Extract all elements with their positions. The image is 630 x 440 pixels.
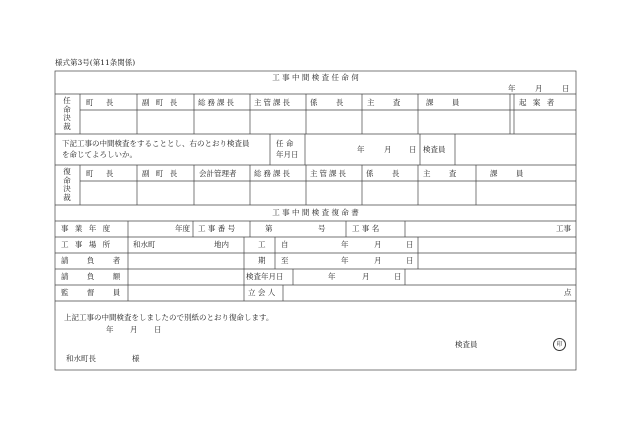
approver-head: 総務課長 [198, 98, 236, 107]
report-day: 日 [154, 325, 162, 334]
period-to-month: 月 [374, 256, 382, 265]
return-inspector-label: 検査員 [455, 340, 478, 349]
supervisor-label: 監 督 員 [61, 288, 129, 297]
contractor-label: 請 負 者 [61, 256, 129, 265]
work-name-suffix: 工事 [556, 224, 571, 233]
honorific: 様 [132, 354, 140, 363]
request-title: 工 事 中 間 検 査 任 命 伺 [272, 73, 359, 82]
approver-head: 主管課長 [254, 98, 292, 107]
approver-head: 主 査 [367, 98, 409, 107]
fiscal-year-suffix: 年度 [175, 224, 190, 233]
report-year: 年 [106, 325, 114, 334]
period-from-year: 年 [341, 240, 349, 249]
request-date-month: 月 [535, 84, 543, 93]
approver-head: 課 員 [490, 169, 532, 178]
period-label: 工 [258, 240, 266, 249]
approver-head: 会計管理者 [199, 169, 237, 178]
approver-head: 主 査 [423, 169, 465, 178]
contract-amount-label: 請 負 額 [61, 272, 129, 281]
approver-head: 課 員 [426, 98, 468, 107]
work-no-label: 工 事 番 号 [198, 224, 236, 233]
approver-head: 係 長 [310, 98, 352, 107]
request-date-year: 年 [508, 84, 516, 93]
inspection-day: 日 [394, 272, 402, 281]
site-label: 工 事 場 所 [61, 240, 113, 249]
form-number: 様式第3号(第11条関係) [55, 58, 136, 67]
appoint-date-label: 任 命 [276, 139, 294, 148]
inspection-month: 月 [362, 272, 370, 281]
site-suffix: 地内 [214, 240, 229, 249]
appoint-day: 日 [409, 145, 417, 154]
period-to-year: 年 [341, 256, 349, 265]
addressee: 和水町長 [66, 354, 96, 363]
seal-icon: 印 [553, 338, 566, 351]
report-text: 上記工事の中間検査をしましたので別紙のとおり復命します。 [64, 313, 274, 322]
period-to: 至 [281, 256, 289, 265]
period-label: 期 [258, 256, 266, 265]
approver-head: 総務課長 [254, 169, 292, 178]
request-date-day: 日 [562, 84, 570, 93]
return-title: 工 事 中 間 検 査 復 命 書 [272, 208, 359, 217]
return-approval-label: 復命決裁 [63, 167, 71, 202]
approver-head: 起 案 者 [519, 98, 557, 107]
inspection-date-label: 検査年月日 [246, 272, 284, 281]
fiscal-year-label: 事 業 年 度 [61, 224, 113, 233]
work-name-label: 工 事 名 [352, 224, 380, 233]
report-month: 月 [130, 325, 138, 334]
inspection-year: 年 [328, 272, 336, 281]
period-from-day: 日 [406, 240, 414, 249]
appoint-year: 年 [357, 145, 365, 154]
request-body-line2: を命じてよろしいか。 [62, 150, 137, 159]
points-suffix: 点 [564, 288, 572, 297]
site-town: 和水町 [133, 240, 156, 249]
approver-head: 副 町 長 [142, 169, 180, 178]
request-body-line1: 下記工事の中間検査をすることとし、右のとおり検査員 [62, 139, 250, 148]
approver-head: 町 長 [86, 169, 119, 178]
approver-head: 係 長 [366, 169, 408, 178]
approver-head: 町 長 [86, 98, 119, 107]
approval-label: 任命決裁 [63, 96, 71, 131]
attendee-label: 立 会 人 [248, 288, 276, 297]
appoint-date-label: 年月日 [276, 150, 299, 159]
approver-head: 主管課長 [310, 169, 348, 178]
request-inspector-label: 検査員 [423, 145, 446, 154]
period-from: 自 [281, 240, 289, 249]
period-from-month: 月 [374, 240, 382, 249]
appoint-month: 月 [384, 145, 392, 154]
work-no-suffix: 号 [318, 224, 326, 233]
work-no-prefix: 第 [265, 224, 273, 233]
approver-head: 副 町 長 [142, 98, 180, 107]
period-to-day: 日 [406, 256, 414, 265]
